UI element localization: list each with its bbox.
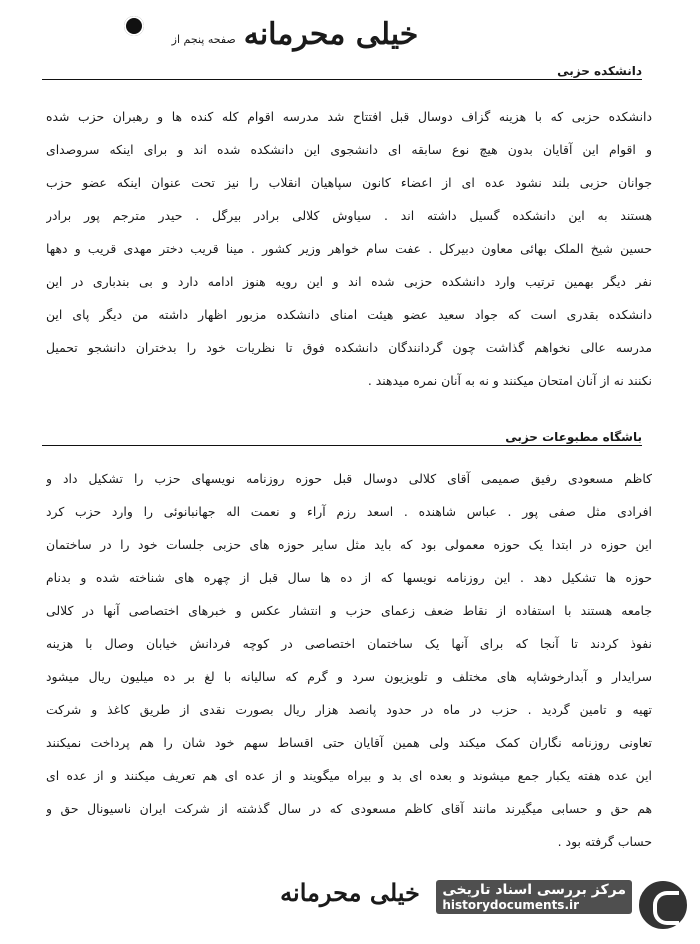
archive-logo-icon	[636, 878, 690, 932]
page-note: صفحه پنجم از	[171, 33, 236, 46]
text-line: جامعه هستند با استفاده از نقاط ضعف زعمای حزب و انتشار عکس و خبرهای اختصاصی آنها در کلالی	[46, 603, 652, 618]
document-header	[130, 6, 460, 52]
text-line: حسین شیخ الملک بهائی معاون دبیرکل . عفت سام خواهر وزیر کشور . مینا قریب دختر مهدی قریب و دهها	[46, 241, 652, 256]
text-line: جوانان حزبی بلند نشود عده ای از اعضاء کانون سپاهیان انقلاب را نیز تحت عنوان اینکه عضو حزب	[46, 175, 652, 190]
section-title-party-college: دانشکده حزبی	[42, 64, 642, 80]
watermark-text	[436, 880, 632, 914]
section-body-party-college	[46, 100, 652, 397]
text-line: نکنند نه از آنان امتحان میکنند و نه به آنان نمره میدهند .	[367, 373, 652, 388]
text-line: سرایدار و آبدارخوشاپه های مختلف و تلویزیون سرد و گرم که سالیانه با لغ بر ده میلیون ریال میشود	[46, 669, 652, 684]
text-line: حساب گرفته بود .	[557, 834, 652, 849]
text-line: حوزه ها تشکیل دهد . این روزنامه نویسها که از ده ها سال قبل از چهره های شناخته شده و بدنام	[46, 570, 652, 585]
watermark	[404, 874, 694, 936]
watermark-title: مرکز بررسی اسناد تاریخی	[442, 882, 626, 898]
text-line: دانشکده حزبی که با هزینه گزاف دوسال قبل افتتاح شد مدرسه اقوام کله کنده ها و رهبران حزب شده	[46, 109, 652, 124]
watermark-url: historydocuments.ir	[442, 898, 580, 912]
section-body-press-club	[46, 462, 652, 858]
text-line: تهیه و تامین گردید . حزب در ماه در حدود پانصد هزار ریال بصورت نقدی از طریق کاغذ و شرکت	[46, 702, 652, 717]
text-line: نفوذ کردند تا آنجا که برای آنها یک ساختمان اختصاصی در کوچه فردانش خیابان وصال با هزینه	[46, 636, 652, 651]
section-title-press-club: باشگاه مطبوعات حزبی	[42, 430, 642, 446]
text-line: دانشکده بقدری است که جواد سعید عضو هیئت امنای دانشکده مزبور اظهار داشته من دیگر پای این	[46, 307, 652, 322]
text-line: نفر دیگر بهمین ترتیب وارد دانشکده حزبی شده اند و این رویه هنوز ادامه دارد و بی بندباری در این	[46, 274, 652, 289]
text-line: و اقوام این آقایان بدون هیچ نوع سابقه ای دانشجوی این دانشکده شده اند و برای اینکه سروصدای	[46, 142, 652, 157]
text-line: این عده هفته یکبار جمع میشوند و بعده ای بد و بیراه میگویند و از عده ای هم تعریف میکنند و از عده ای	[46, 768, 652, 783]
text-line: افرادی مثل صفی پور . عباس شاهنده . اسعد رزم آراء و نعمت اله جهانبانوئی را وارد حزب کرد	[46, 504, 652, 519]
text-line: تعاونی روزنامه نگاران کمک میکند ولی همین آقایان حتی اقساط سهم خود شان را هم پرداخت نمیکنند	[46, 735, 652, 750]
text-line: کاظم مسعودی رفیق صمیمی آقای کلالی دوسال قبل حوزه روزنامه نویسهای حزب را تشکیل داد و	[46, 471, 652, 486]
classification-stamp-footer: خیلی محرمانه	[280, 878, 420, 907]
bullet-mark-icon	[124, 16, 144, 36]
classification-stamp: خیلی محرمانه	[243, 17, 419, 52]
text-line: مدرسه عالی نخواهم گذاشت چون گردانندگان دانشکده فوق تا نظریات خود را بدختران دانشجو تحمیل	[46, 340, 652, 355]
text-line: هم حق و حسابی میگیرند مانند آقای کاظم مسعودی که در سال گذشته از شرکت ایران ناسیونال حق و	[46, 801, 652, 816]
text-line: هستند به این دانشکده گسیل داشته اند . سیاوش کلالی برادر بیرگل . حیدر مترجم پور برادر	[46, 208, 652, 223]
text-line: این حوزه در ابتدا یک حوزه معمولی بود که باید مثل سایر حوزه های حزبی جلسات خود را در ساختمان	[46, 537, 652, 552]
